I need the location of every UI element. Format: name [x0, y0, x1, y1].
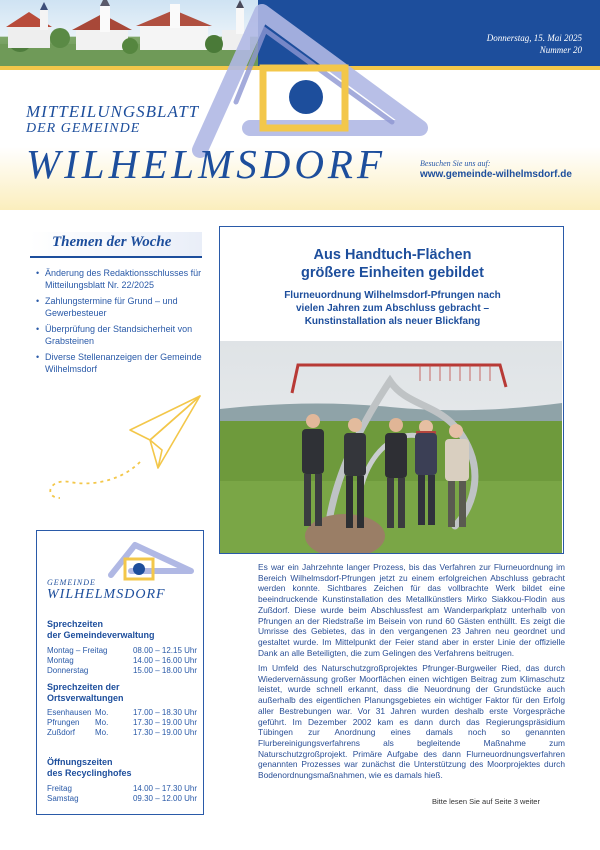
article-photo	[220, 341, 562, 553]
schedule-day: Montag – Freitag	[47, 646, 108, 655]
admin-hours-table	[47, 646, 197, 676]
schedule-day: Mo.	[95, 708, 109, 717]
article-title	[220, 246, 565, 282]
office-hours-box	[36, 530, 204, 815]
article-subtitle-l2: vielen Jahren zum Abschluss gebracht –	[295, 303, 490, 314]
article-subtitle-l3: Kunstinstallation als neuer Blickfang	[304, 316, 481, 327]
schedule-day: Freitag	[47, 784, 72, 793]
article-subtitle-l1: Flurneuordnung Wilhelmsdorf-Pfrungen nach	[284, 290, 501, 301]
lead-article-box	[219, 226, 564, 554]
schedule-row	[47, 708, 197, 718]
schedule-day: Samstag	[47, 794, 79, 803]
paper-plane-icon	[0, 390, 210, 510]
topic-item[interactable]: • Überprüfung der Standsicherheit von Grabsteinen	[36, 324, 211, 347]
article-title-l1: Aus Handtuch-Flächen	[313, 247, 472, 263]
schedule-day: Mo.	[95, 718, 109, 727]
schedule-time: 15.00 – 18.00 Uhr	[132, 666, 197, 675]
article-title-l2: größere Einheiten gebildet	[301, 265, 484, 281]
topics-heading-box	[30, 232, 202, 258]
schedule-place: Esenhausen	[47, 708, 92, 717]
schedule-time: 14.00 – 16.00 Uhr	[132, 656, 197, 665]
recycling-hours-heading-l1: Öffnungszeiten	[47, 757, 113, 767]
website-label: Besuchen Sie uns auf:	[420, 159, 491, 168]
issue-number: Nummer 20	[539, 45, 582, 55]
schedule-time: 17.00 – 18.30 Uhr	[132, 708, 197, 717]
article-subtitle	[230, 289, 555, 328]
title-der-gemeinde: DER GEMEINDE	[26, 121, 141, 136]
topic-item[interactable]: • Änderung des Redaktionsschlusses für Mitteilungsblatt Nr. 22/2025	[36, 268, 211, 291]
schedule-place: Zußdorf	[47, 728, 76, 737]
title-mitteilungsblatt: MITTEILUNGSBLATT	[26, 102, 200, 121]
website-link[interactable]: www.gemeinde-wilhelmsdorf.de	[420, 169, 572, 180]
schedule-time: 17.30 – 19.00 Uhr	[132, 718, 197, 727]
issue-date: Donnerstag, 15. Mai 2025	[486, 33, 582, 43]
local-hours-heading-l2: Ortsverwaltungen	[47, 693, 124, 703]
schedule-row	[47, 718, 197, 728]
schedule-row	[47, 646, 197, 656]
article-paragraph-2: Im Umfeld des Naturschutzgroßprojektes Pfrunger-Burgweiler Ried, das durch Wiedervernässung großer Moorflächen einen wichtigen Beitrag zum Klimaschutz leistet, wurde schnell erkannt, dass die Neuordnung der Grundstücke auch außerhalb des eigentlichen Planungsgebietes ein wichtiger Faktor für den Erfolg aller Bestrebungen war. Vor 31 Jahren wurden deshalb erste Vorgespräche geführt. Im Dezember 2002 kam es dann durch das Regierungspräsidium Tübingen zur Anordnung eines damals noch so genannten Flurbereinigungsverfahrens als begleitende Maßnahme zum Naturschutzgroßprojekt. Primäre Aufgabe des dann Flurneuordnungsverfahren genannten Prozesses war zunächst die Unterstützung des Moorprojektes durch Bodenordnungsmaßnahmen, wie es damals hieß.	[258, 663, 565, 781]
schedule-row	[47, 784, 197, 794]
title-wilhelmsdorf: WILHELMSDORF	[26, 141, 387, 187]
local-hours-heading	[47, 682, 124, 704]
schedule-row	[47, 656, 197, 666]
article-photo-illustration	[220, 341, 562, 553]
schedule-place: Pfrungen	[47, 718, 80, 727]
schedule-row	[47, 666, 197, 676]
admin-hours-heading-l1: Sprechzeiten	[47, 619, 104, 629]
schedule-row	[47, 728, 197, 738]
schedule-row	[47, 794, 197, 804]
schedule-time: 08.00 – 12.15 Uhr	[132, 646, 197, 655]
article-paragraph-1: Es war ein Jahrzehnte langer Prozess, bis das Verfahren zur Flurneuordnung im Bereich Wilhelmsdorf-Pfrungen jetzt zu einem erfolgreichen Abschluss gebracht werden konnte. Sichtbares Zeichen für das vollbrachte Werk bildet eine beeindruckende Kunstinstallation des Metallkünstlers Mirko Siakkou-Flodin aus Zußdorf. Diese wurde beim Abschlussfest am Wanderparkplatz unterhalb von Pfrungen an der Riedstraße im Beisein von rund 60 Gästen enthüllt. Es zeigt die Umrisse des Gebietes, das in den vergangenen 23 Jahren neu geordnet und gestaltet wurde. Im Mittelpunkt der Feier stand aber in erster Linie der offizielle Dank an alle Beteiligten, die zum Gelingen des Verfahrens beitrugen.	[258, 562, 565, 658]
topic-item[interactable]: • Zahlungstermine für Grund – und Gewerbesteuer	[36, 296, 211, 319]
recycling-hours-heading	[47, 757, 132, 779]
topics-list	[36, 268, 211, 380]
topic-item[interactable]: • Diverse Stellenanzeigen der Gemeinde Wilhelmsdorf	[36, 352, 211, 375]
schedule-time: 14.00 – 17.30 Uhr	[132, 784, 197, 793]
continue-note: Bitte lesen Sie auf Seite 3 weiter	[432, 797, 540, 806]
admin-hours-heading	[47, 619, 155, 641]
local-hours-table	[47, 708, 197, 738]
schedule-time: 17.30 – 19.00 Uhr	[132, 728, 197, 737]
schedule-day: Mo.	[95, 728, 109, 737]
local-hours-heading-l1: Sprechzeiten der	[47, 682, 120, 692]
recycling-hours-heading-l2: des Recyclinghofes	[47, 768, 132, 778]
schedule-time: 09.30 – 12.00 Uhr	[132, 794, 197, 803]
topics-heading: Themen der Woche	[52, 234, 172, 250]
schedule-day: Montag	[47, 656, 74, 665]
recycling-hours-table	[47, 784, 197, 804]
logo-wilhelmsdorf: WILHELMSDORF	[47, 587, 166, 602]
logo-gemeinde: GEMEINDE	[47, 578, 96, 587]
admin-hours-heading-l2: der Gemeindeverwaltung	[47, 630, 155, 640]
schedule-day: Donnerstag	[47, 666, 89, 675]
